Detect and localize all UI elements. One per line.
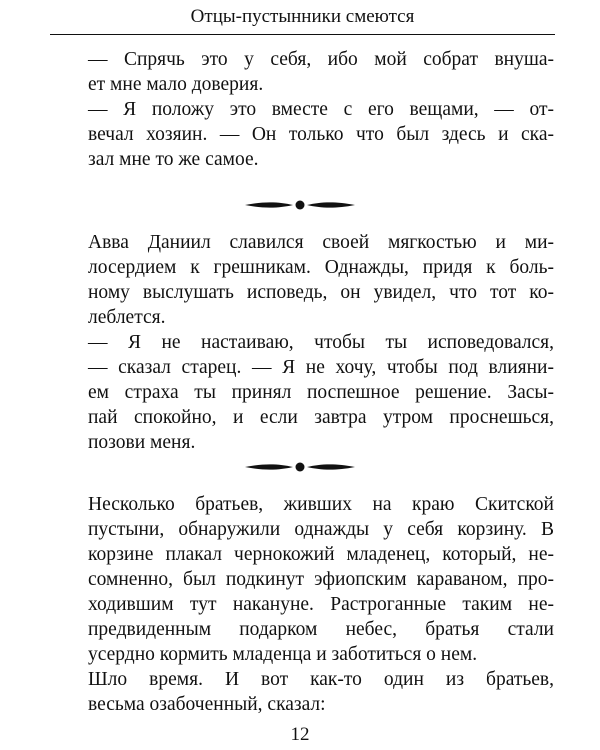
text-line: сомненно, был подкинут эфиопским караваном, про- — [88, 569, 554, 590]
text-line: корзине плакал чернокожий младенец, который, не- — [88, 544, 554, 565]
paragraph — [66, 667, 554, 717]
text-line: лосердием к грешникам. Однажды, придя к боль- — [88, 257, 554, 278]
paragraph — [66, 47, 554, 97]
text-line: — Я не настаиваю, чтобы ты исповедовался, — [88, 332, 554, 353]
ornament-divider — [245, 460, 355, 474]
text-line: вечал хозяин. — Он только что был здесь и ска- — [88, 124, 554, 145]
text-line: Несколько братьев, живших на краю Скитской — [88, 494, 554, 515]
running-header-title: Отцы-пустынники смеются — [190, 6, 415, 27]
text-line: ному выслушать исповедь, он увидел, что тот ко- — [88, 282, 554, 303]
text-line: — Я положу это вместе с его вещами, — от- — [88, 99, 554, 120]
text-line: усердно кормить младенца и заботиться о нем. — [88, 644, 478, 665]
text-line: позови меня. — [88, 432, 196, 453]
text-line: предвиденным подарком небес, братья стали — [88, 619, 554, 640]
ornament-divider — [245, 198, 355, 212]
text-line: — Спрячь это у себя, ибо мой собрат внуша- — [88, 49, 554, 70]
running-header — [50, 4, 555, 35]
text-line: — сказал старец. — Я не хочу, чтобы под влияни- — [88, 357, 554, 378]
story-section-2 — [66, 230, 554, 455]
text-line: пустыни, обнаружили однажды у себя корзину. В — [88, 519, 554, 540]
story-section-3 — [66, 492, 554, 717]
paragraph — [66, 492, 554, 667]
text-line: Шло время. И вот как-то один из братьев, — [88, 669, 554, 690]
paragraph — [66, 330, 554, 455]
text-line: зал мне то же самое. — [88, 149, 259, 170]
page-number: 12 — [290, 724, 310, 745]
text-line: ходившим тут накануне. Растроганные таким не- — [88, 594, 554, 615]
text-line: пай спокойно, и если завтра утром проснешься, — [88, 407, 554, 428]
paragraph — [66, 97, 554, 172]
text-line: весьма озабоченный, сказал: — [88, 694, 326, 715]
text-line: ет мне мало доверия. — [88, 74, 264, 95]
text-line: леблется. — [88, 307, 166, 328]
text-line: ем страха ты принял поспешное решение. Засы- — [88, 382, 554, 403]
text-line: Авва Даниил славился своей мягкостью и ми- — [88, 232, 554, 253]
story-section-1 — [66, 47, 554, 172]
paragraph — [66, 230, 554, 330]
